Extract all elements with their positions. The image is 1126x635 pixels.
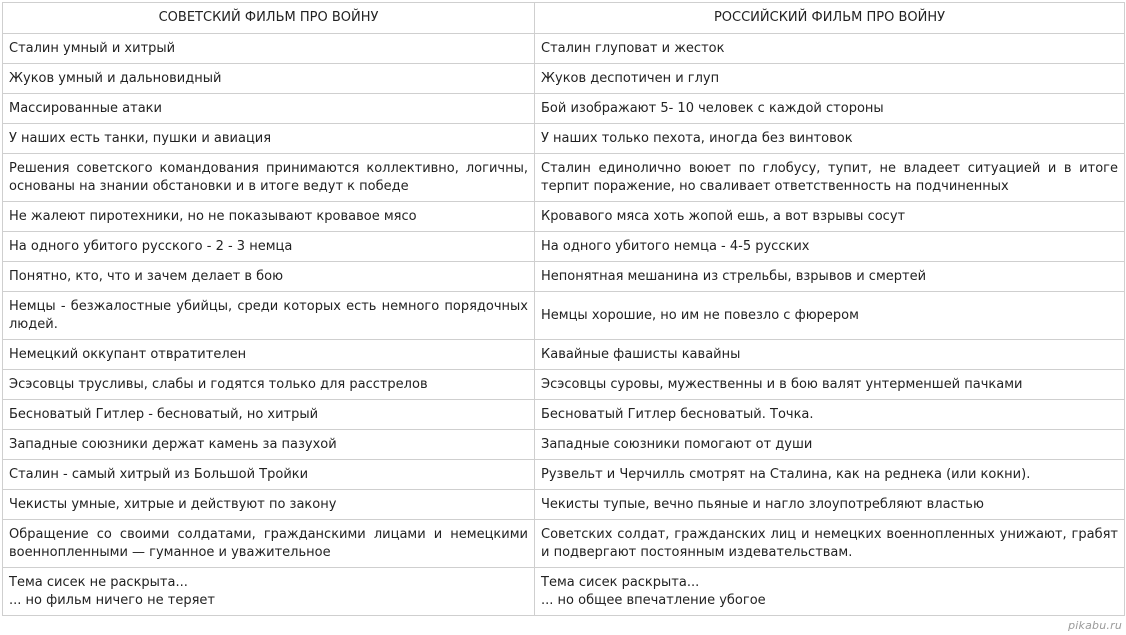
russian-cell: Бесноватый Гитлер бесноватый. Точка. — [535, 400, 1125, 430]
soviet-cell: Немцы - безжалостные убийцы, среди которых есть немного порядочных людей. — [3, 292, 535, 340]
soviet-cell: Эсэсовцы трусливы, слабы и годятся только для расстрелов — [3, 370, 535, 400]
russian-cell: Советских солдат, гражданских лиц и немецких военнопленных унижают, грабят и подвергают постоянным издевательствам. — [535, 520, 1125, 568]
soviet-cell: Понятно, кто, что и зачем делает в бою — [3, 262, 535, 292]
table-row — [3, 292, 1125, 340]
russian-cell: Эсэсовцы суровы, мужественны и в бою валят унтерменшей пачками — [535, 370, 1125, 400]
soviet-cell: Чекисты умные, хитрые и действуют по закону — [3, 490, 535, 520]
russian-cell: Сталин глуповат и жесток — [535, 34, 1125, 64]
soviet-cell: Массированные атаки — [3, 94, 535, 124]
russian-cell: Бой изображают 5- 10 человек с каждой стороны — [535, 94, 1125, 124]
russian-column-header: РОССИЙСКИЙ ФИЛЬМ ПРО ВОЙНУ — [535, 3, 1125, 34]
table-row — [3, 568, 1125, 616]
table-row — [3, 520, 1125, 568]
russian-cell: Западные союзники помогают от души — [535, 430, 1125, 460]
soviet-cell: Сталин умный и хитрый — [3, 34, 535, 64]
watermark: pikabu.ru — [1068, 619, 1122, 632]
soviet-column-header: СОВЕТСКИЙ ФИЛЬМ ПРО ВОЙНУ — [3, 3, 535, 34]
russian-cell: Кровавого мяса хоть жопой ешь, а вот взрывы сосут — [535, 202, 1125, 232]
soviet-cell: Немецкий оккупант отвратителен — [3, 340, 535, 370]
table-row — [3, 154, 1125, 202]
russian-cell: Чекисты тупые, вечно пьяные и нагло злоупотребляют властью — [535, 490, 1125, 520]
soviet-cell: Западные союзники держат камень за пазухой — [3, 430, 535, 460]
header-row — [3, 3, 1125, 34]
table-row — [3, 400, 1125, 430]
russian-cell: Немцы хорошие, но им не повезло с фюрером — [535, 292, 1125, 340]
table-row — [3, 124, 1125, 154]
russian-cell: Жуков деспотичен и глуп — [535, 64, 1125, 94]
table-row — [3, 64, 1125, 94]
russian-cell: Тема сисек раскрыта... ... но общее впечатление убогое — [535, 568, 1125, 616]
russian-cell: Сталин единолично воюет по глобусу, тупит, не владеет ситуацией и в итоге терпит поражение, но сваливает ответственность на подчиненных — [535, 154, 1125, 202]
soviet-cell: Решения советского командования принимаются коллективно, логичны, основаны на знании обстановки и в итоге ведут к победе — [3, 154, 535, 202]
table-row — [3, 490, 1125, 520]
soviet-cell: Тема сисек не раскрыта... ... но фильм ничего не теряет — [3, 568, 535, 616]
soviet-cell: Жуков умный и дальновидный — [3, 64, 535, 94]
russian-cell: На одного убитого немца - 4-5 русских — [535, 232, 1125, 262]
soviet-cell: Обращение со своими солдатами, гражданскими лицами и немецкими военнопленными — гуманное и уважительное — [3, 520, 535, 568]
russian-cell: Непонятная мешанина из стрельбы, взрывов и смертей — [535, 262, 1125, 292]
russian-cell: У наших только пехота, иногда без винтовок — [535, 124, 1125, 154]
soviet-cell: Сталин - самый хитрый из Большой Тройки — [3, 460, 535, 490]
soviet-cell: У наших есть танки, пушки и авиация — [3, 124, 535, 154]
soviet-cell: Бесноватый Гитлер - бесноватый, но хитрый — [3, 400, 535, 430]
comparison-table — [2, 2, 1125, 616]
table-row — [3, 202, 1125, 232]
table-row — [3, 340, 1125, 370]
table-row — [3, 94, 1125, 124]
soviet-cell: Не жалеют пиротехники, но не показывают кровавое мясо — [3, 202, 535, 232]
russian-cell: Рузвельт и Черчилль смотрят на Сталина, как на реднека (или кокни). — [535, 460, 1125, 490]
table-row — [3, 34, 1125, 64]
table-row — [3, 370, 1125, 400]
table-row — [3, 460, 1125, 490]
table-row — [3, 232, 1125, 262]
table-row — [3, 262, 1125, 292]
russian-cell: Кавайные фашисты кавайны — [535, 340, 1125, 370]
soviet-cell: На одного убитого русского - 2 - 3 немца — [3, 232, 535, 262]
table-row — [3, 430, 1125, 460]
